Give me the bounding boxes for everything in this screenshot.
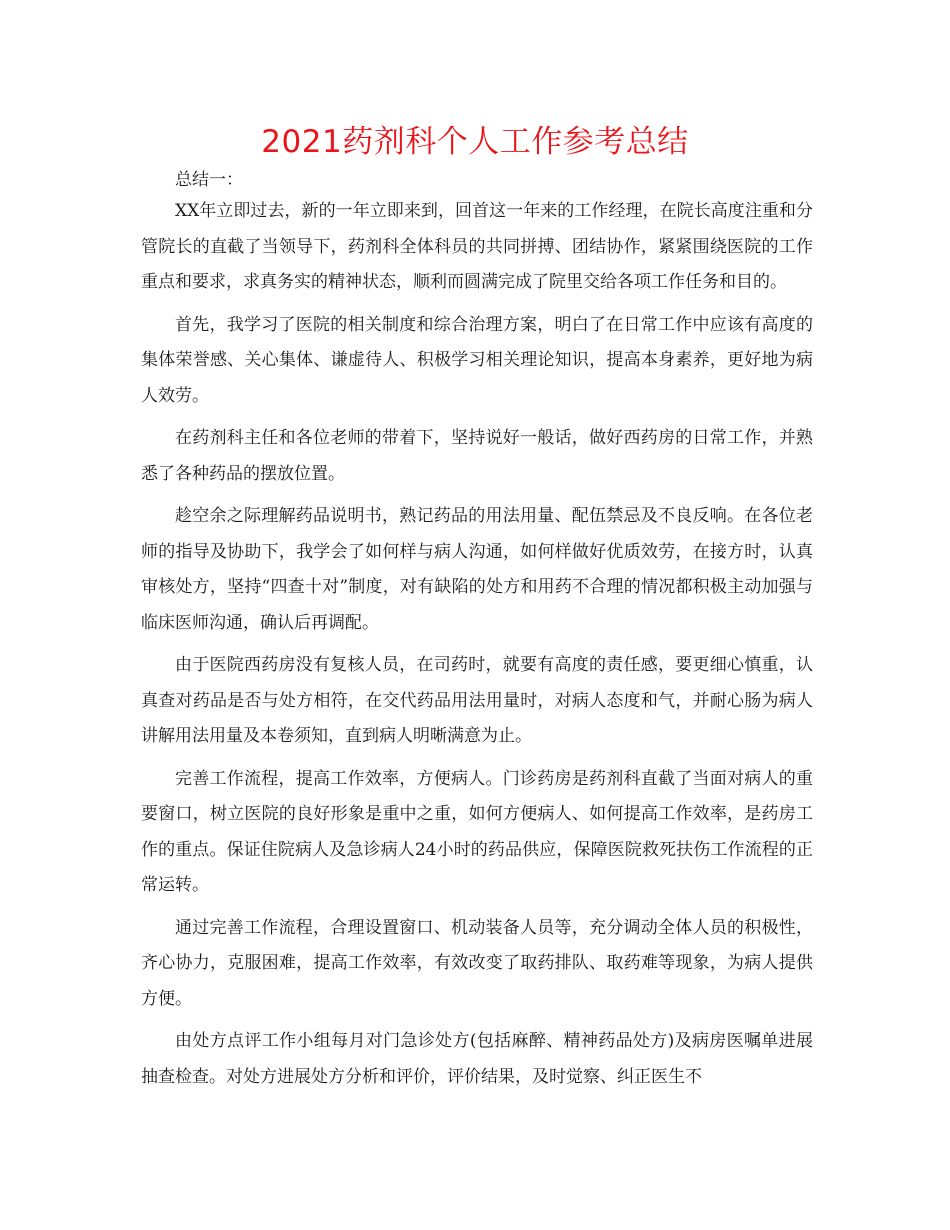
paragraph-8: 由处方点评工作小组每月对门急诊处方(包括麻醉、精神药品处方)及病房医嘱单进展抽查检查。对处方进展处方分析和评价，评价结果，及时觉察、纠正医生不 <box>141 1031 813 1087</box>
document-body <box>141 166 813 1102</box>
paragraph-4: 趁空余之际理解药品说明书，熟记药品的用法用量、配伍禁忌及不良反响。在各位老师的指导及协助下，我学会了如何样与病人沟通，如何样做好优质效劳，在接方时，认真审核处方，坚持“四查十对”制度，对有缺陷的处方和用药不合理的情况都积极主动加强与临床医师沟通，确认后再调配。 <box>141 506 813 633</box>
paragraph-2: 首先，我学习了医院的相关制度和综合治理方案，明白了在日常工作中应该有高度的集体荣誉感、关心集体、谦虚待人、积极学习相关理论知识，提高本身素养，更好地为病人效劳。 <box>141 314 813 406</box>
section-heading: 总结一： <box>175 170 243 190</box>
paragraph-7: 通过完善工作流程，合理设置窗口、机动装备人员等，充分调动全体人员的积极性，齐心协力，克服困难，提高工作效率，有效改变了取药排队、取药难等现象，为病人提供方便。 <box>141 917 813 1009</box>
paragraph-6: 完善工作流程，提高工作效率，方便病人。门诊药房是药剂科直截了当面对病人的重要窗口，树立医院的良好形象是重中之重，如何方便病人、如何提高工作效率，是药房工作的重点。保证住院病人及急诊病人24小时的药品供应，保障医院救死扶伤工作流程的正常运转。 <box>141 768 813 895</box>
paragraph-3: 在药剂科主任和各位老师的带着下，坚持说好一般话，做好西药房的日常工作，并熟悉了各种药品的摆放位置。 <box>141 428 813 484</box>
paragraph-1: XX年立即过去，新的一年立即来到，回首这一年来的工作经理，在院长高度注重和分管院长的直截了当领导下，药剂科全体科员的共同拼搏、团结协作，紧紧围绕医院的工作重点和要求，求真务实的精神状态，顺利而圆满完成了院里交给各项工作任务和目的。 <box>141 201 813 292</box>
document-title: 2021药剂科个人工作参考总结 <box>261 124 689 160</box>
paragraph-5: 由于医院西药房没有复核人员，在司药时，就要有高度的责任感，要更细心慎重，认真查对药品是否与处方相符，在交代药品用法用量时，对病人态度和气，并耐心肠为病人讲解用法用量及本卷须知，直到病人明晰满意为止。 <box>141 655 813 746</box>
